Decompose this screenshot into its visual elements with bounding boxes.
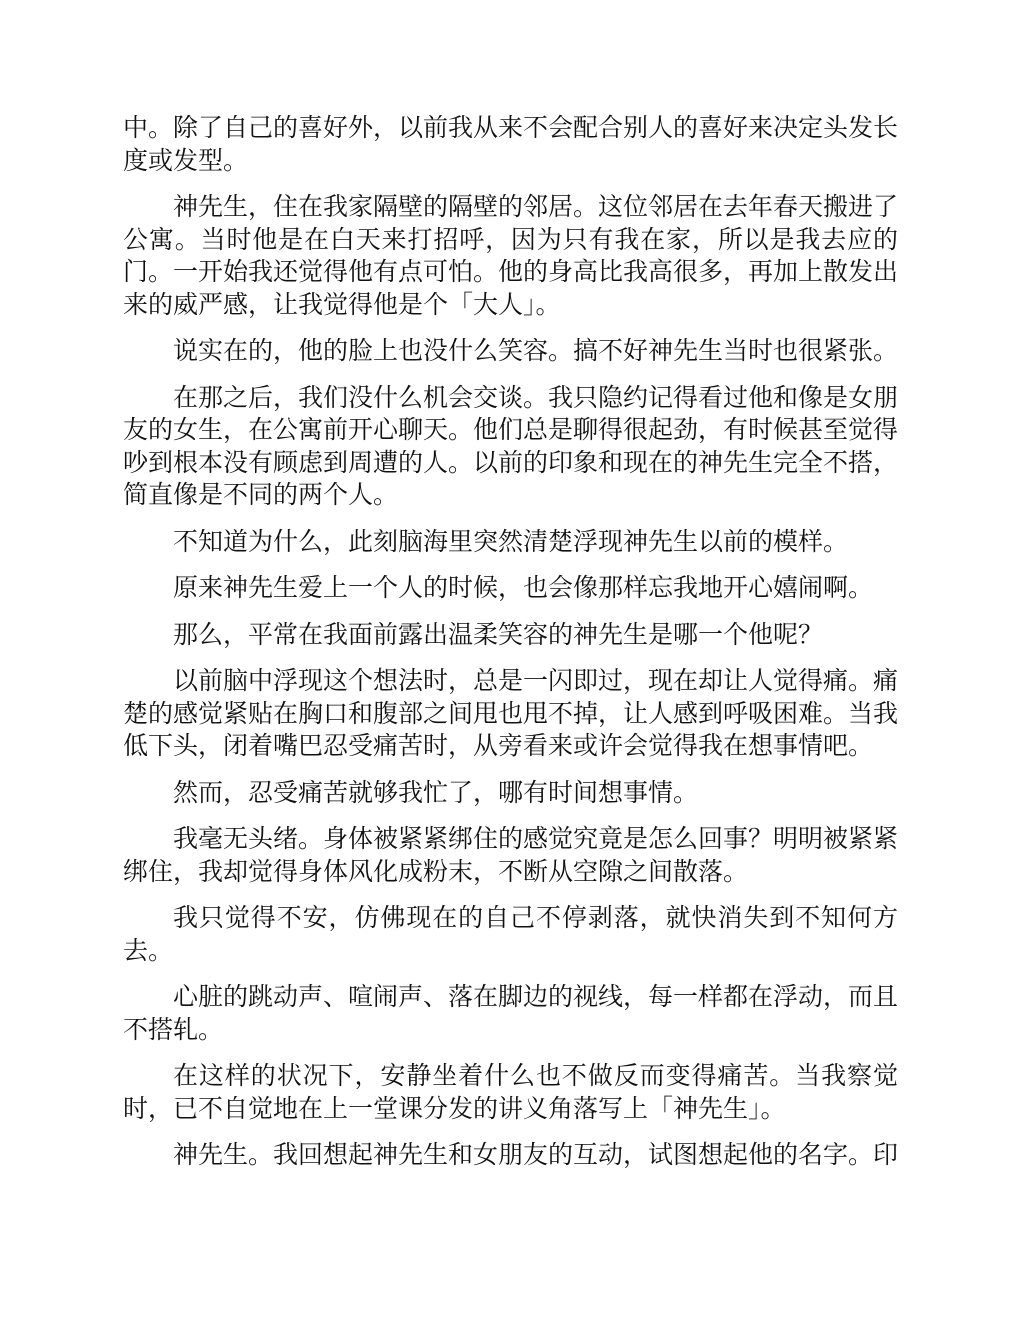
paragraph-2: 神先生，住在我家隔壁的隔壁的邻居。这位邻居在去年春天搬进了公寓。当时他是在白天来打招呼，因为只有我在家，所以是我去应的门。一开始我还觉得他有点可怕。他的身高比我高很多，再加上散发出来的威严感，让我觉得他是个「大人」。: [123, 192, 899, 319]
paragraph-10: 我毫无头绪。身体被紧紧绑住的感觉究竟是怎么回事？明明被紧紧绑住，我却觉得身体风化成粉末，不断从空隙之间散落。: [123, 824, 899, 886]
paragraph-14: 神先生。我回想起神先生和女朋友的互动，试图想起他的名字。印: [173, 1140, 899, 1169]
paragraph-11: 我只觉得不安，仿佛现在的自己不停剥落，就快消失到不知何方去。: [123, 903, 898, 965]
paragraph-13: 在这样的状况下，安静坐着什么也不做反而变得痛苦。当我察觉时，已不自觉地在上一堂课分发的讲义角落写上「神先生」。: [123, 1061, 898, 1123]
paragraph-5: 不知道为什么，此刻脑海里突然清楚浮现神先生以前的模样。: [173, 526, 849, 556]
paragraph-12: 心脏的跳动声、喧闹声、落在脚边的视线，每一样都在浮动，而且不搭轧。: [123, 982, 899, 1044]
paragraph-7: 那么，平常在我面前露出温柔笑容的神先生是哪一个他呢？: [173, 619, 824, 649]
paragraph-9: 然而，忍受痛苦就够我忙了，哪有时间想事情。: [173, 777, 699, 807]
paragraph-3: 说实在的，他的脸上也没什么笑容。搞不好神先生当时也很紧张。: [173, 336, 899, 365]
document-page: [123, 112, 898, 1186]
paragraph-1: 中。除了自己的喜好外，以前我从来不会配合别人的喜好来决定头发长度或发型。: [123, 113, 899, 175]
paragraph-8: 以前脑中浮现这个想法时，总是一闪即过，现在却让人觉得痛。痛楚的感觉紧贴在胸口和腹部之间甩也甩不掉，让人感到呼吸困难。当我低下头，闭着嘴巴忍受痛苦时，从旁看来或许会觉得我在想事情吧。: [123, 666, 899, 760]
paragraph-4: 在那之后，我们没什么机会交谈。我只隐约记得看过他和像是女朋友的女生，在公寓前开心聊天。他们总是聊得很起劲，有时候甚至觉得吵到根本没有顾虑到周遭的人。以前的印象和现在的神先生完全不搭，简直像是不同的两个人。: [123, 382, 899, 509]
paragraph-6: 原来神先生爱上一个人的时候，也会像那样忘我地开心嬉闹啊。: [173, 573, 874, 602]
